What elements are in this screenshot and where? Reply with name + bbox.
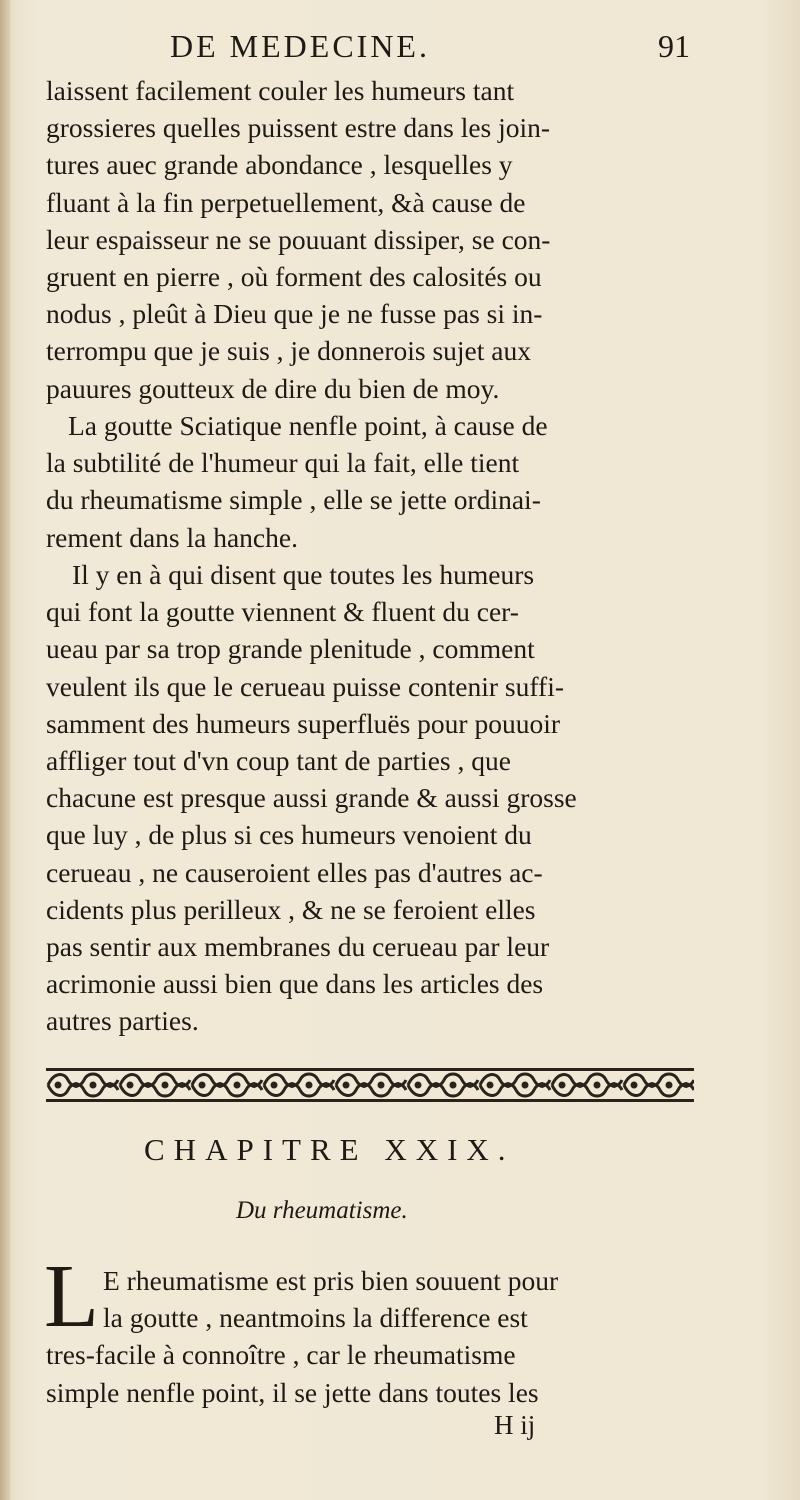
decorative-ornament-band [46,1068,694,1102]
text-line: tures auec grande abondance , lesquelles y [46,149,513,181]
text-line: La goutte Sciatique nenfle point, à cause de [68,410,548,441]
chapter-subtitle: Du rheumatisme. [236,1197,408,1224]
text-line: cerueau , ne causeroient elles pas d'autres ac- [46,856,543,888]
text-line: pas sentir aux membranes du cerueau par leur [46,930,550,962]
text-line: la subtilité de l'humeur qui la fait, elle tient [46,447,520,479]
text-line: tres-facile à connoître , car le rheumatisme [46,1339,516,1371]
text-line: du rheumatisme simple , elle se jette ordinai- [46,484,541,516]
text-line: fluant à la fin perpetuellement, &à cause de [46,186,526,218]
running-title: DE MEDECINE. [170,28,430,64]
paragraph-3 [46,556,706,1039]
text-line: samment des humeurs superfluës pour pouuoir [46,707,561,739]
text-line: la goutte , neantmoins la difference est [103,1302,528,1334]
paragraph-1 [46,72,706,407]
page-spine-shadow [0,0,10,1500]
text-line: acrimonie aussi bien que dans les articles des [46,968,544,1000]
drop-cap: L [44,1247,99,1346]
text-line: ueau par sa trop grande plenitude , comment [46,633,535,665]
text-line: pauures goutteux de dire du bien de moy. [46,372,500,404]
text-line: que luy , de plus si ces humeurs venoient du [46,819,532,851]
text-line: cidents plus perilleux , & ne se feroient elles [46,893,536,925]
running-header [170,28,690,70]
text-line: qui font la goutte viennent & fluent du cer- [46,596,519,628]
text-line: grossieres quelles puissent estre dans les join- [46,112,551,144]
signature-mark: H ij [494,1410,536,1440]
page-number: 91 [658,28,690,64]
text-line: autres parties. [46,1005,199,1037]
text-line: Il y en à qui disent que toutes les humeurs [72,559,535,590]
text-line: laissent facilement couler les humeurs tant [46,75,515,106]
text-line: veulent ils que le cerueau puisse contenir suffi- [46,670,565,702]
chapter-paragraph [46,1262,706,1411]
text-line: simple nenfle point, il se jette dans toutes les [46,1376,539,1408]
chapter-heading: CHAPITRE XXIX. [144,1132,515,1167]
text-line: chacune est presque aussi grande & aussi grosse [46,782,577,814]
text-line: gruent en pierre , où forment des calosités ou [46,260,542,292]
text-line: affliger tout d'vn coup tant de parties , que [46,744,511,776]
text-line: nodus , pleût à Dieu que je ne fusse pas si in- [46,298,543,330]
text-line: E rheumatisme est pris bien souuent pour [103,1265,559,1296]
text-line: leur espaisseur ne se pouuant dissiper, se con- [46,223,551,255]
paragraph-2 [46,407,706,556]
text-line: rement dans la hanche. [46,521,298,553]
text-line: terrompu que je suis , je donnerois sujet aux [46,335,531,367]
